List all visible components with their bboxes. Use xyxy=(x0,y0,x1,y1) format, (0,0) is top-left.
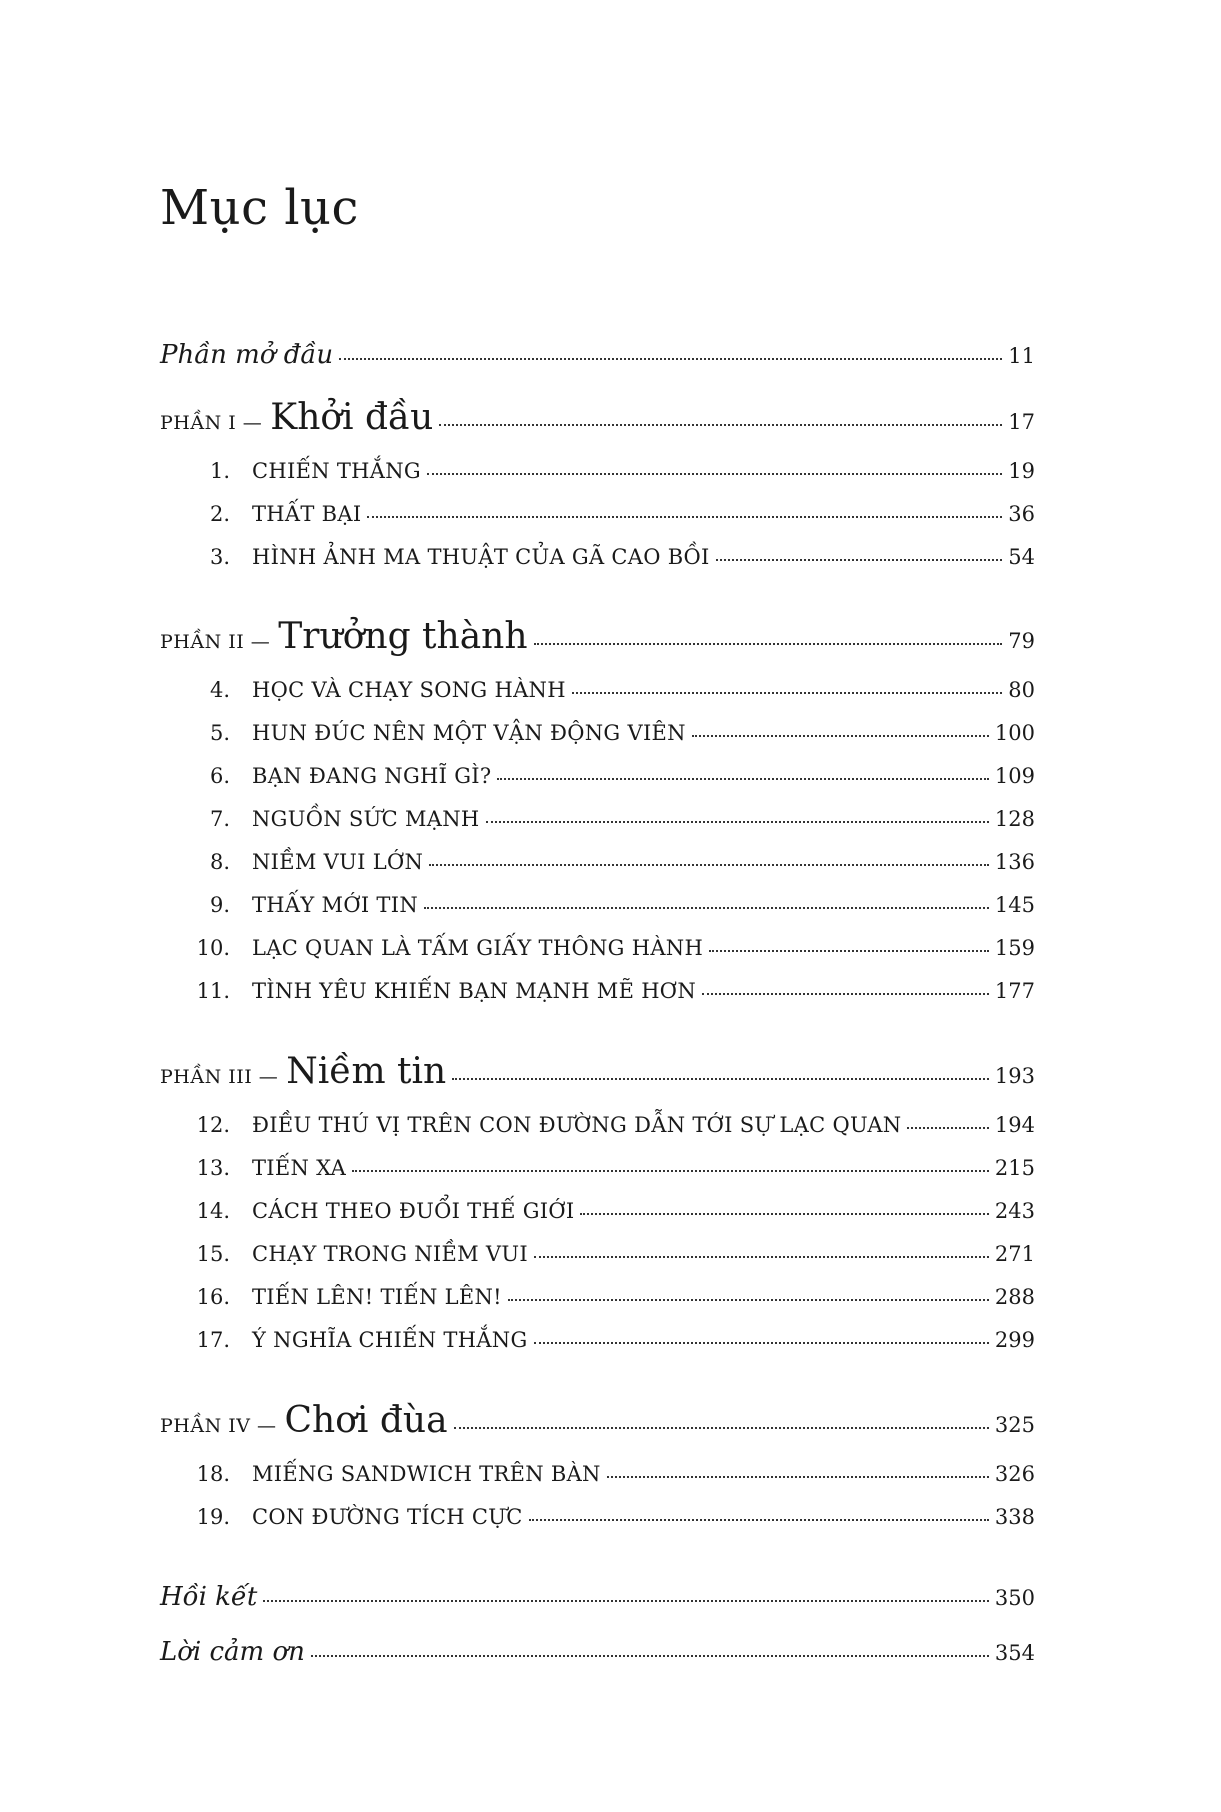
dot-leader xyxy=(534,632,1003,648)
chapter-title: TIẾN LÊN! TIẾN LÊN! xyxy=(252,1285,502,1309)
dot-leader xyxy=(907,1116,988,1132)
page-number: 159 xyxy=(994,936,1035,960)
toc-part-2[interactable] xyxy=(160,616,1035,657)
entry-label: Hồi kết xyxy=(160,1582,258,1612)
page-number: 36 xyxy=(1008,502,1035,526)
chapter-number: 14. xyxy=(196,1199,230,1223)
chapter-title: CHẠY TRONG NIỀM VUI xyxy=(252,1242,528,1266)
page-number: 299 xyxy=(994,1328,1035,1352)
page-number: 194 xyxy=(994,1113,1035,1137)
part-name: Niềm tin xyxy=(286,1051,447,1092)
dot-leader xyxy=(534,1331,989,1347)
page-number: 325 xyxy=(994,1413,1035,1437)
toc-entry-front[interactable] xyxy=(160,340,1035,370)
toc-chapter[interactable] xyxy=(160,502,1035,526)
page-number: 215 xyxy=(994,1156,1035,1180)
page-number: 17 xyxy=(1008,410,1035,434)
part-prefix: PHẦN IV — xyxy=(160,1415,277,1437)
dot-leader xyxy=(454,1416,989,1432)
chapter-title: NIỀM VUI LỚN xyxy=(252,850,424,874)
toc-entry-back[interactable] xyxy=(160,1582,1035,1612)
toc-chapter[interactable] xyxy=(160,1242,1035,1266)
chapter-number: 18. xyxy=(196,1462,230,1486)
part-name: Chơi đùa xyxy=(284,1400,448,1441)
toc-part-1[interactable] xyxy=(160,397,1035,438)
chapter-title: CHIẾN THẮNG xyxy=(252,459,421,483)
toc-chapter[interactable] xyxy=(160,1156,1035,1180)
toc-part-4[interactable] xyxy=(160,1400,1035,1441)
chapter-title: NGUỒN SỨC MẠNH xyxy=(252,807,480,831)
toc-title: Mục lục xyxy=(160,180,359,236)
dot-leader xyxy=(702,982,989,998)
entry-label: Lời cảm ơn xyxy=(160,1637,305,1667)
chapter-number: 11. xyxy=(196,979,230,1003)
toc-chapter[interactable] xyxy=(160,1462,1035,1486)
part-prefix: PHẦN II — xyxy=(160,631,271,653)
chapter-number: 7. xyxy=(209,807,230,831)
chapter-number: 17. xyxy=(196,1328,230,1352)
dot-leader xyxy=(529,1508,989,1524)
chapter-title: HÌNH ẢNH MA THUẬT CỦA GÃ CAO BỒI xyxy=(252,545,710,569)
dot-leader xyxy=(263,1589,989,1605)
chapter-title: HỌC VÀ CHẠY SONG HÀNH xyxy=(252,678,566,702)
chapter-number: 12. xyxy=(196,1113,230,1137)
dot-leader xyxy=(427,462,1002,478)
toc-chapter[interactable] xyxy=(160,764,1035,788)
toc-chapter[interactable] xyxy=(160,850,1035,874)
dot-leader xyxy=(452,1067,989,1083)
chapter-number: 19. xyxy=(196,1505,230,1529)
toc-chapter[interactable] xyxy=(160,721,1035,745)
chapter-number: 2. xyxy=(209,502,230,526)
toc-chapter[interactable] xyxy=(160,1199,1035,1223)
chapter-title: TÌNH YÊU KHIẾN BẠN MẠNH MẼ HƠN xyxy=(252,979,697,1003)
page-number: 109 xyxy=(994,764,1035,788)
dot-leader xyxy=(352,1159,989,1175)
dot-leader xyxy=(716,548,1003,564)
chapter-title: LẠC QUAN LÀ TẤM GIẤY THÔNG HÀNH xyxy=(252,936,704,960)
chapter-title: CON ĐƯỜNG TÍCH CỰC xyxy=(252,1505,523,1529)
dot-leader xyxy=(486,810,989,826)
page-number: 19 xyxy=(1008,459,1035,483)
chapter-number: 9. xyxy=(209,893,230,917)
toc-chapter[interactable] xyxy=(160,1285,1035,1309)
chapter-title: THẤT BẠI xyxy=(252,502,362,526)
page-number: 136 xyxy=(994,850,1035,874)
chapter-title: THẤY MỚI TIN xyxy=(252,893,418,917)
chapter-number: 4. xyxy=(209,678,230,702)
page-number: 338 xyxy=(994,1505,1035,1529)
toc-chapter[interactable] xyxy=(160,545,1035,569)
chapter-number: 1. xyxy=(209,459,230,483)
chapter-number: 16. xyxy=(196,1285,230,1309)
dot-leader xyxy=(424,896,989,912)
dot-leader xyxy=(692,724,989,740)
page-number: 145 xyxy=(994,893,1035,917)
chapter-number: 8. xyxy=(209,850,230,874)
chapter-title: Ý NGHĨA CHIẾN THẮNG xyxy=(252,1328,528,1352)
page-number: 11 xyxy=(1008,344,1035,368)
toc-chapter[interactable] xyxy=(160,1113,1035,1137)
toc-chapter[interactable] xyxy=(160,893,1035,917)
page-number: 271 xyxy=(994,1242,1035,1266)
chapter-number: 10. xyxy=(196,936,230,960)
dot-leader xyxy=(508,1288,989,1304)
page-number: 80 xyxy=(1008,678,1035,702)
page-number: 54 xyxy=(1008,545,1035,569)
toc-chapter[interactable] xyxy=(160,979,1035,1003)
page-number: 79 xyxy=(1008,629,1035,653)
part-prefix: PHẦN I — xyxy=(160,412,263,434)
part-name: Khởi đầu xyxy=(270,397,434,438)
part-prefix: PHẦN III — xyxy=(160,1066,279,1088)
page-number: 243 xyxy=(994,1199,1035,1223)
page-number: 100 xyxy=(994,721,1035,745)
chapter-number: 15. xyxy=(196,1242,230,1266)
chapter-number: 6. xyxy=(209,764,230,788)
chapter-title: TIẾN XA xyxy=(252,1156,347,1180)
dot-leader xyxy=(367,505,1002,521)
dot-leader xyxy=(607,1465,989,1481)
page-number: 354 xyxy=(994,1641,1035,1665)
page-number: 177 xyxy=(994,979,1035,1003)
chapter-number: 5. xyxy=(209,721,230,745)
chapter-title: HUN ĐÚC NÊN MỘT VẬN ĐỘNG VIÊN xyxy=(252,721,686,745)
dot-leader xyxy=(572,681,1002,697)
page-number: 193 xyxy=(994,1064,1035,1088)
toc-chapter[interactable] xyxy=(160,936,1035,960)
dot-leader xyxy=(534,1245,989,1261)
dot-leader xyxy=(580,1202,988,1218)
chapter-title: BẠN ĐANG NGHĨ GÌ? xyxy=(252,764,492,788)
dot-leader xyxy=(429,853,989,869)
toc-chapter[interactable] xyxy=(160,1328,1035,1352)
chapter-number: 13. xyxy=(196,1156,230,1180)
chapter-title: CÁCH THEO ĐUỔI THẾ GIỚI xyxy=(252,1199,575,1223)
toc-chapter[interactable] xyxy=(160,459,1035,483)
chapter-title: MIẾNG SANDWICH TRÊN BÀN xyxy=(252,1462,601,1486)
dot-leader xyxy=(339,347,1002,363)
page-number: 128 xyxy=(994,807,1035,831)
dot-leader xyxy=(311,1644,989,1660)
toc-chapter[interactable] xyxy=(160,1505,1035,1529)
page-number: 350 xyxy=(994,1586,1035,1610)
part-name: Trưởng thành xyxy=(278,616,528,657)
toc-chapter[interactable] xyxy=(160,807,1035,831)
chapter-number: 3. xyxy=(209,545,230,569)
dot-leader xyxy=(439,413,1002,429)
dot-leader xyxy=(497,767,988,783)
toc-chapter[interactable] xyxy=(160,678,1035,702)
chapter-title: ĐIỀU THÚ VỊ TRÊN CON ĐƯỜNG DẪN TỚI SỰ LẠC QUAN xyxy=(252,1113,902,1137)
page-number: 288 xyxy=(994,1285,1035,1309)
page-number: 326 xyxy=(994,1462,1035,1486)
dot-leader xyxy=(709,939,989,955)
toc-part-3[interactable] xyxy=(160,1051,1035,1092)
toc-entry-back[interactable] xyxy=(160,1637,1035,1667)
entry-label: Phần mở đầu xyxy=(160,340,334,370)
